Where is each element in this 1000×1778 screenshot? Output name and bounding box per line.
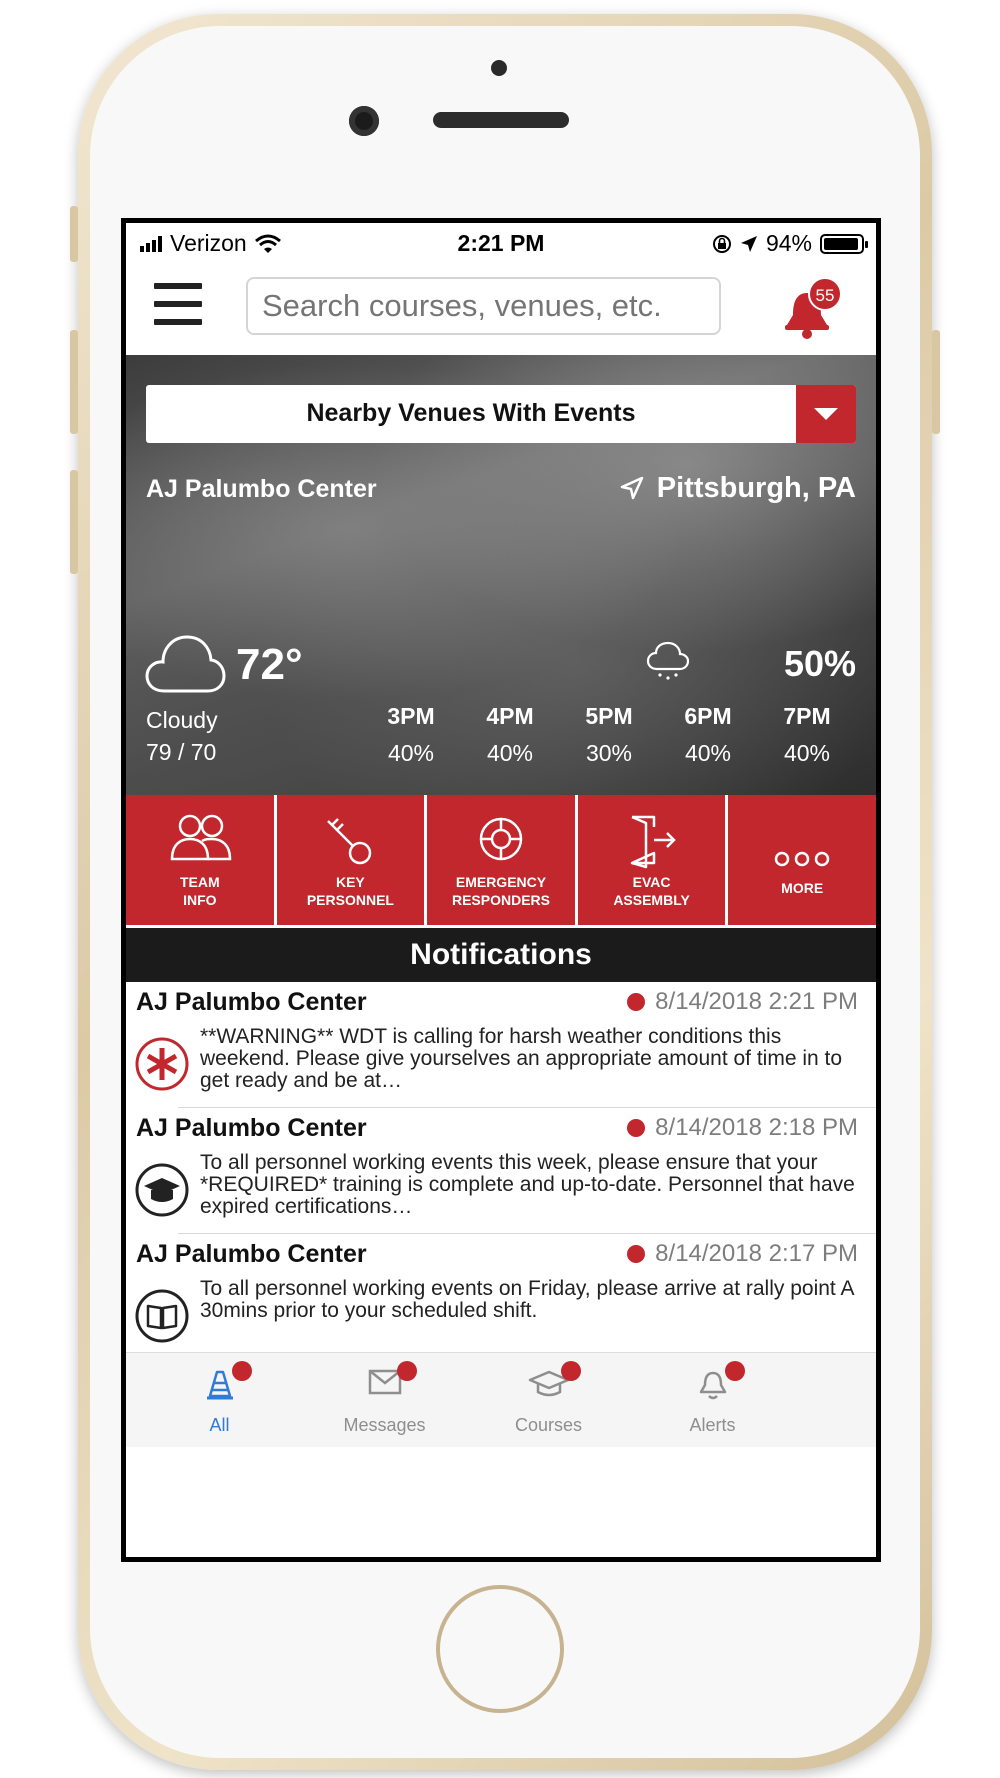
notification-venue: AJ Palumbo Center [136,988,367,1016]
venue-name: AJ Palumbo Center [146,475,377,503]
volume-down-button [70,470,78,574]
earpiece-speaker [433,112,569,128]
more-tile[interactable] [728,795,876,925]
notifications-bell-button[interactable] [781,281,851,341]
hourly-item [473,703,547,767]
chevron-down-icon[interactable] [796,385,856,443]
notification-text: **WARNING** WDT is calling for harsh weather conditions this weekend. Please give yourselves an appropriate amount of time in to get ready and be at… [200,1026,843,1092]
unread-dot [561,1361,581,1381]
more-dots-icon [772,813,832,873]
tab-courses[interactable] [455,1353,642,1448]
notification-text: To all personnel working events on Friday, please arrive at rally point A 30mins prior to your scheduled shift. [200,1278,854,1322]
key-personnel-tile[interactable] [277,795,425,925]
notifications-list [126,982,876,1348]
hourly-item [572,703,646,767]
notification-timestamp: 8/14/2018 2:17 PM [655,1240,858,1267]
notification-timestamp: 8/14/2018 2:21 PM [655,988,858,1015]
hour-time: 4PM [486,703,534,729]
unread-dot [627,1245,645,1263]
hour-time: 5PM [585,703,633,729]
tab-bar [126,1352,876,1447]
notification-item[interactable] [136,1234,876,1348]
menu-icon[interactable] [154,283,202,325]
hour-precip: 40% [783,740,831,766]
tile-label: MORE [781,880,824,896]
home-button[interactable] [436,1585,564,1713]
power-button [932,330,940,434]
quick-action-tiles [126,795,876,925]
graduation-cap-icon [134,1162,190,1218]
firefighter-badge-icon [475,813,527,865]
tile-label: KEY PERSONNEL [306,874,394,908]
tab-all[interactable] [126,1353,313,1448]
hour-time: 3PM [387,703,435,729]
mute-switch [70,206,78,262]
status-time: 2:21 PM [457,230,545,256]
exit-door-icon [624,813,680,869]
key-icon [322,813,378,869]
team-icon [168,813,232,863]
tab-label: Courses [514,1415,583,1435]
notification-venue: AJ Palumbo Center [136,1114,367,1142]
hourly-item [374,703,448,767]
tile-label: EVAC ASSEMBLY [613,874,690,908]
high-low: 79 / 70 [146,739,217,765]
notification-venue: AJ Palumbo Center [136,1240,367,1268]
tab-label: All [209,1415,230,1435]
emergency-star-icon [134,1036,190,1092]
hour-time: 6PM [684,703,732,729]
carrier-label: Verizon [170,230,247,256]
unread-dot [627,993,645,1011]
notification-timestamp: 8/14/2018 2:18 PM [655,1114,858,1141]
tab-label: Messages [343,1415,426,1435]
hour-precip: 40% [684,740,732,766]
notifications-header: Notifications [126,928,876,982]
location-label: Pittsburgh, PA [656,472,856,504]
hourly-forecast [374,703,844,767]
tile-label: TEAM INFO [179,874,220,908]
alerts-count-badge: 55 [808,277,842,311]
hour-precip: 40% [486,740,534,766]
team-info-tile[interactable] [126,795,274,925]
precip-chance: 50% [783,643,856,684]
evac-assembly-tile[interactable] [578,795,726,925]
top-bar [126,263,876,355]
cone-icon [206,1369,234,1401]
hourly-item [770,703,844,767]
search-input[interactable] [246,277,721,335]
temperature: 72° [236,640,303,689]
rotation-lock-icon [712,234,732,254]
unread-dot [232,1361,252,1381]
notification-item[interactable] [136,1108,876,1234]
venues-dropdown[interactable] [146,385,856,443]
dropdown-label: Nearby Venues With Events [306,399,636,427]
hour-precip: 30% [585,740,633,766]
battery-icon [820,234,864,254]
emergency-responders-tile[interactable] [427,795,575,925]
bell-icon [698,1369,728,1401]
location[interactable] [619,472,856,505]
location-arrow-icon [740,235,758,253]
tab-label: Alerts [689,1415,736,1435]
status-bar [126,223,876,263]
hour-precip: 40% [387,740,435,766]
hour-time: 7PM [783,703,831,729]
hourly-item [671,703,745,767]
location-arrow-icon [619,476,645,502]
unread-dot [627,1119,645,1137]
rain-cloud-icon [646,641,690,681]
notification-text: To all personnel working events this week, please ensure that your *REQUIRED* training is complete and up-to-date. Personnel that have expired certifications… [200,1152,855,1218]
tab-messages[interactable] [291,1353,478,1448]
weather-hero [126,355,876,795]
cloud-icon [144,631,226,695]
notification-time [627,1114,858,1142]
notification-time [627,988,858,1016]
phone-screen [121,218,881,1562]
app-screen [126,223,876,1557]
notification-item[interactable] [136,982,876,1108]
tab-alerts[interactable] [619,1353,806,1448]
front-camera [349,106,379,136]
unread-dot [397,1361,417,1381]
status-right [712,230,864,257]
volume-up-button [70,330,78,434]
proximity-sensor [491,60,507,76]
battery-percent: 94% [765,230,812,256]
tile-label: EMERGENCY RESPONDERS [451,874,550,908]
unread-dot [725,1361,745,1381]
notification-time [627,1240,858,1268]
book-icon [134,1288,190,1344]
condition: Cloudy [146,707,218,733]
